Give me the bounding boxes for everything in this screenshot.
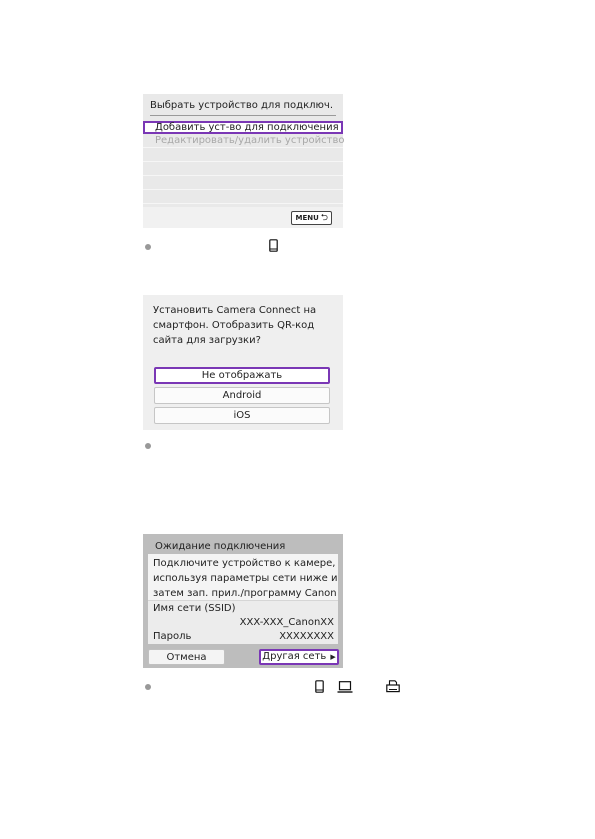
bullet-point — [145, 443, 151, 449]
bottom-bar — [143, 207, 343, 228]
smartphone-icon — [269, 239, 278, 252]
camera-connect-install-screen — [143, 295, 343, 430]
empty-menu-row — [143, 149, 343, 162]
return-arrow-icon: ⮌ — [320, 213, 328, 223]
menu-item-add-device[interactable] — [143, 121, 343, 134]
triangle-right-icon: ▶ — [330, 653, 336, 661]
android-button[interactable]: Android — [154, 387, 330, 404]
menu-item-edit-delete-device[interactable] — [143, 135, 343, 148]
screen-title: Выбрать устройство для подключ. — [150, 100, 334, 111]
menu-button-label: MENU — [295, 214, 319, 222]
menu-back-button[interactable] — [291, 211, 332, 225]
computer-icon — [337, 681, 353, 693]
menu-item-label: Добавить уст-во для подключения — [155, 122, 339, 133]
empty-menu-row — [143, 163, 343, 176]
menu-item-label: Редактировать/удалить устройство — [155, 135, 345, 146]
connection-instructions — [153, 556, 337, 601]
other-network-button[interactable] — [259, 649, 339, 665]
cancel-button[interactable]: Отмена — [148, 649, 225, 665]
screen-title: Ожидание подключения — [155, 541, 286, 552]
ios-button[interactable]: iOS — [154, 407, 330, 424]
ssid-value: XXX-XXX_CanonXX — [239, 617, 334, 628]
divider — [150, 115, 336, 116]
device-select-screen — [143, 94, 343, 228]
dont-show-button[interactable]: Не отображать — [154, 367, 330, 384]
instruction-line: используя параметры сети ниже и — [153, 573, 338, 584]
question-line: смартфон. Отобразить QR-код — [153, 320, 315, 331]
install-question — [153, 303, 316, 348]
instruction-line: затем зап. прил./программу Canon — [153, 588, 337, 599]
smartphone-icon — [315, 680, 324, 693]
question-line: Установить Camera Connect на — [153, 305, 317, 316]
instruction-line: Подключите устройство к камере, — [153, 558, 336, 569]
printer-icon — [386, 680, 400, 693]
empty-menu-row — [143, 191, 343, 204]
bullet-point — [145, 684, 151, 690]
other-network-label: Другая сеть — [262, 651, 327, 662]
waiting-connection-screen — [143, 534, 343, 668]
ssid-label: Имя сети (SSID) — [153, 603, 236, 614]
empty-menu-row — [143, 177, 343, 190]
network-details — [148, 600, 338, 644]
password-value: XXXXXXXX — [279, 631, 334, 642]
bullet-point — [145, 244, 151, 250]
question-line: сайта для загрузки? — [153, 335, 261, 346]
connection-info-panel — [148, 554, 338, 643]
password-label: Пароль — [153, 631, 192, 642]
